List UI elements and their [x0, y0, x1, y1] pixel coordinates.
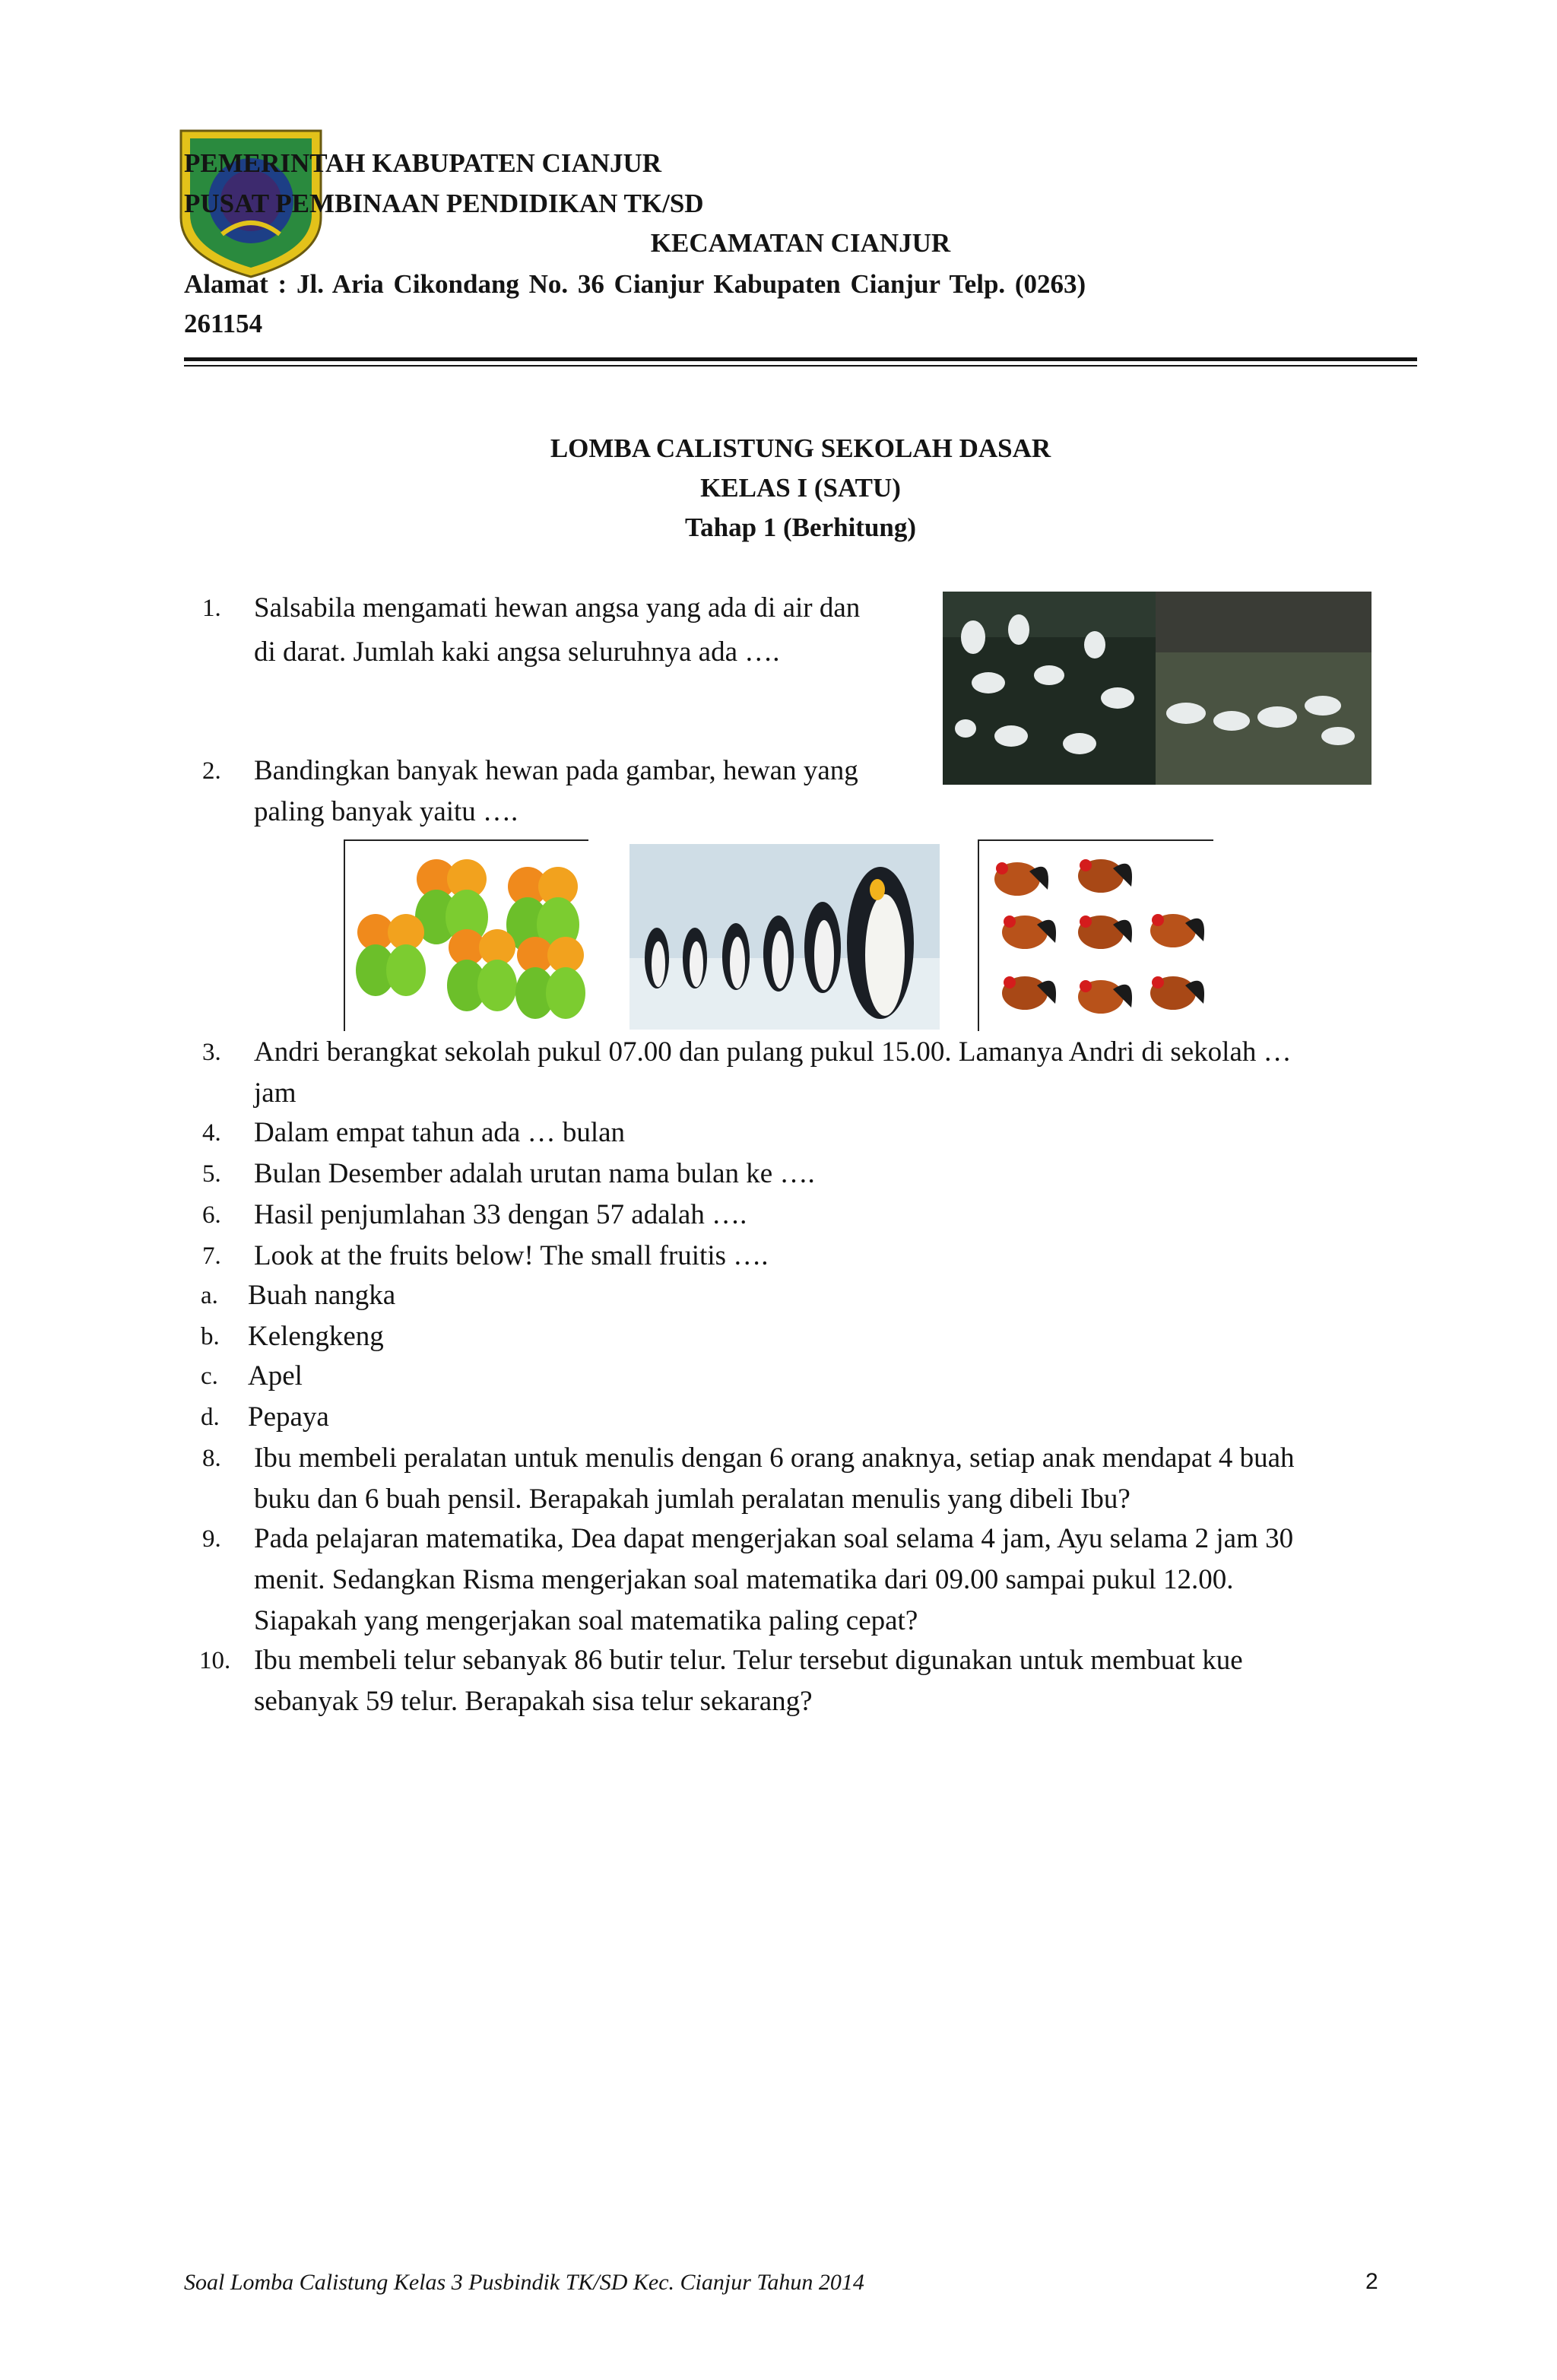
question-text: paling banyak yaitu ….: [254, 796, 518, 827]
question-text: Bandingkan banyak hewan pada gambar, hewan yang: [254, 755, 858, 786]
exam-title: LOMBA CALISTUNG SEKOLAH DASAR: [550, 433, 1051, 463]
question-text: jam: [254, 1077, 296, 1109]
swans-photo: [943, 592, 1371, 785]
header-address: Alamat : Jl. Aria Cikondang No. 36 Cianjur Kabupaten Cianjur Telp. (0263): [184, 269, 1086, 299]
penguins-image: [629, 844, 940, 1030]
question-text: Look at the fruits below! The small fruitis ….: [254, 1240, 769, 1271]
question-text: Ibu membeli telur sebanyak 86 butir telur. Telur tersebut digunakan untuk membuat kue: [254, 1645, 1243, 1676]
question-number: 10.: [199, 1647, 231, 1674]
option-text: Buah nangka: [248, 1280, 396, 1311]
header-line-2: PUSAT PEMBINAAN PENDIDIKAN TK/SD: [184, 189, 704, 218]
exam-stage: Tahap 1 (Berhitung): [684, 512, 917, 542]
question-text: menit. Sedangkan Risma mengerjakan soal matematika dari 09.00 sampai pukul 12.00.: [254, 1564, 1234, 1595]
option-text: Pepaya: [248, 1401, 329, 1433]
option-letter: a.: [201, 1282, 218, 1309]
option-letter: c.: [201, 1363, 218, 1390]
question-number: 3.: [202, 1039, 221, 1066]
question-text: Pada pelajaran matematika, Dea dapat mengerjakan soal selama 4 jam, Ayu selama 2 jam 30: [254, 1523, 1294, 1554]
header-rule-thin: [184, 365, 1417, 367]
option-letter: b.: [201, 1323, 220, 1350]
question-text: buku dan 6 buah pensil. Berapakah jumlah peralatan menulis yang dibeli Ibu?: [254, 1484, 1130, 1515]
roosters-image: [978, 839, 1213, 1031]
question-number: 1.: [202, 595, 221, 622]
header-rule-thick: [184, 357, 1417, 361]
exam-class: KELAS I (SATU): [700, 473, 901, 503]
footer-text: Soal Lomba Calistung Kelas 3 Pusbindik TK/SD Kec. Cianjur Tahun 2014: [184, 2270, 864, 2295]
question-number: 8.: [202, 1445, 221, 1472]
question-text: di darat. Jumlah kaki angsa seluruhnya ada ….: [254, 636, 780, 668]
option-text: Apel: [248, 1360, 303, 1392]
question-text: Dalam empat tahun ada … bulan: [254, 1117, 626, 1148]
question-number: 4.: [202, 1119, 221, 1147]
question-number: 6.: [202, 1201, 221, 1229]
option-letter: d.: [201, 1404, 220, 1431]
question-number: 2.: [202, 757, 221, 785]
question-text: Bulan Desember adalah urutan nama bulan ke ….: [254, 1158, 815, 1189]
option-text: Kelengkeng: [248, 1321, 384, 1352]
question-text: Ibu membeli peralatan untuk menulis dengan 6 orang anaknya, setiap anak mendapat 4 buah: [254, 1442, 1295, 1474]
question-text: sebanyak 59 telur. Berapakah sisa telur sekarang?: [254, 1686, 813, 1717]
question-text: Siapakah yang mengerjakan soal matematika paling cepat?: [254, 1605, 918, 1636]
header-line-1: PEMERINTAH KABUPATEN CIANJUR: [184, 148, 662, 178]
header-address-cont: 261154: [184, 309, 263, 338]
lovebirds-image: [344, 839, 588, 1031]
question-number: 5.: [202, 1160, 221, 1188]
header-line-3: KECAMATAN CIANJUR: [650, 228, 951, 258]
question-number: 9.: [202, 1525, 221, 1553]
question-number: 7.: [202, 1242, 221, 1270]
page-number: 2: [1365, 2269, 1378, 2294]
question-text: Hasil penjumlahan 33 dengan 57 adalah ….: [254, 1199, 747, 1230]
question-text: Andri berangkat sekolah pukul 07.00 dan pulang pukul 15.00. Lamanya Andri di sekolah …: [254, 1036, 1292, 1068]
question-text: Salsabila mengamati hewan angsa yang ada di air dan: [254, 592, 861, 624]
